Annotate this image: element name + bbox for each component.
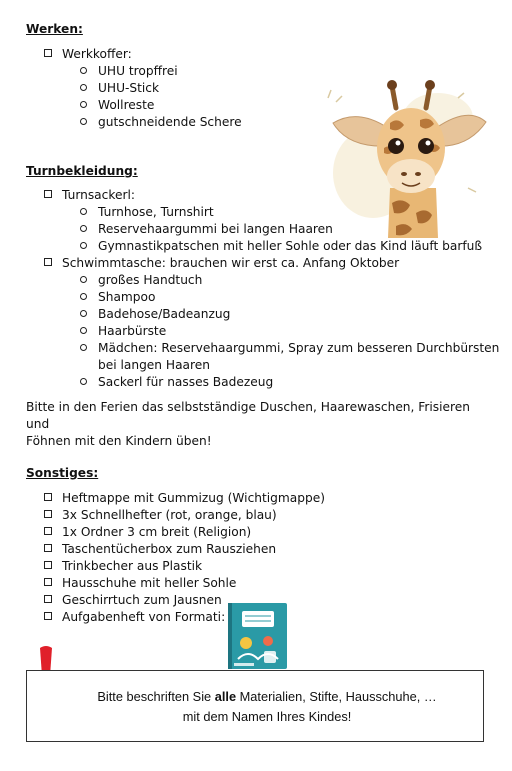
heading-turnbekleidung: Turnbekleidung: — [26, 164, 138, 178]
circle-bullet-icon — [80, 118, 87, 125]
list-item — [44, 609, 225, 626]
holiday-line-1: Bitte in den Ferien das selbstständige Duschen, Haarewaschen, Frisieren und — [26, 400, 471, 431]
circle-bullet-icon — [80, 67, 87, 74]
item-label: Hausschuhe mit heller Sohle — [62, 576, 237, 590]
item-label: Schwimmtasche: brauchen wir erst ca. Anfang Oktober — [62, 256, 400, 270]
list-item — [44, 558, 202, 575]
list-item — [44, 524, 251, 541]
holiday-line-2: Föhnen mit den Kindern üben! — [26, 434, 212, 448]
sub-list-item — [80, 340, 499, 357]
circle-bullet-icon — [80, 276, 87, 283]
checkbox-bullet-icon — [44, 578, 52, 586]
checkbox-bullet-icon — [44, 190, 52, 198]
sub-list-item — [80, 63, 178, 80]
checkbox-bullet-icon — [44, 49, 52, 57]
checkbox-bullet-icon — [44, 561, 52, 569]
sub-list-item — [80, 97, 154, 114]
item-label: Heftmappe mit Gummizug (Wichtigmappe) — [62, 491, 325, 505]
item-label: großes Handtuch — [98, 273, 203, 287]
item-label: Gymnastikpatschen mit heller Sohle oder das Kind läuft barfuß — [98, 239, 483, 253]
item-label: Wollreste — [98, 98, 155, 112]
sub-list-item — [80, 238, 482, 255]
circle-bullet-icon — [80, 293, 87, 300]
sub-list-item — [80, 221, 333, 238]
circle-bullet-icon — [80, 344, 87, 351]
item-label: 1x Ordner 3 cm breit (Religion) — [62, 525, 252, 539]
item-label: Sackerl für nasses Badezeug — [98, 375, 274, 389]
item-label: UHU tropffrei — [98, 64, 178, 78]
item-label: Taschentücherbox zum Rausziehen — [62, 542, 277, 556]
list-item — [44, 541, 276, 558]
list-item — [44, 575, 236, 592]
holiday-paragraph — [26, 399, 486, 450]
item-label: Trinkbecher aus Plastik — [62, 559, 203, 573]
list-item — [44, 187, 135, 204]
label-reminder-text — [67, 687, 467, 727]
list-item — [44, 490, 325, 507]
list-item — [44, 592, 222, 609]
heading-sonstiges: Sonstiges: — [26, 466, 99, 480]
item-label: Shampoo — [98, 290, 156, 304]
item-label: 3x Schnellhefter (rot, orange, blau) — [62, 508, 277, 522]
item-label: gutschneidende Schere — [98, 115, 242, 129]
checkbox-bullet-icon — [44, 595, 52, 603]
heading-werken: Werken: — [26, 22, 83, 36]
circle-bullet-icon — [80, 101, 87, 108]
list-item — [44, 255, 399, 272]
formati-book-image — [228, 603, 287, 669]
reminder-line-2: mit dem Namen Ihres Kindes! — [182, 709, 352, 724]
circle-bullet-icon — [80, 208, 87, 215]
reminder-text-part: Bitte beschriften Sie — [97, 689, 215, 704]
circle-bullet-icon — [80, 327, 87, 334]
checkbox-bullet-icon — [44, 527, 52, 535]
list-item — [44, 507, 277, 524]
sub-list-item — [80, 80, 159, 97]
item-label: Badehose/Badeanzug — [98, 307, 231, 321]
item-label: Reservehaargummi bei langen Haaren — [98, 222, 333, 236]
sub-list-item — [80, 306, 230, 323]
circle-bullet-icon — [80, 378, 87, 385]
item-label: Geschirrtuch zum Jausnen — [62, 593, 222, 607]
sub-list-item-continuation: bei langen Haaren — [98, 358, 210, 372]
circle-bullet-icon — [80, 84, 87, 91]
reminder-emphasis: alle — [214, 689, 237, 704]
item-label: Werkkoffer: — [62, 47, 132, 61]
item-label: Turnsackerl: — [62, 188, 135, 202]
sub-list-item — [80, 204, 214, 221]
circle-bullet-icon — [80, 225, 87, 232]
sub-list-item — [80, 114, 242, 131]
checkbox-bullet-icon — [44, 493, 52, 501]
label-reminder-box — [26, 670, 484, 742]
sub-list-item — [80, 289, 155, 306]
item-label: Haarbürste — [98, 324, 167, 338]
item-label: Mädchen: Reservehaargummi, Spray zum besseren Durchbürsten — [98, 341, 500, 355]
checkbox-bullet-icon — [44, 258, 52, 266]
reminder-line-1 — [67, 687, 467, 707]
circle-bullet-icon — [80, 310, 87, 317]
sub-list-item — [80, 323, 166, 340]
item-label: UHU-Stick — [98, 81, 160, 95]
list-item — [44, 46, 132, 63]
checkbox-bullet-icon — [44, 612, 52, 620]
checkbox-bullet-icon — [44, 544, 52, 552]
sub-list-item — [80, 374, 273, 391]
reminder-text-part: Materialien, Stifte, Hausschuhe, … — [236, 689, 437, 704]
item-label: Aufgabenheft von Formati: — [62, 610, 226, 624]
giraffe-illustration — [318, 78, 492, 238]
circle-bullet-icon — [80, 242, 87, 249]
checkbox-bullet-icon — [44, 510, 52, 518]
sub-list-item — [80, 272, 202, 289]
item-label: Turnhose, Turnshirt — [98, 205, 214, 219]
